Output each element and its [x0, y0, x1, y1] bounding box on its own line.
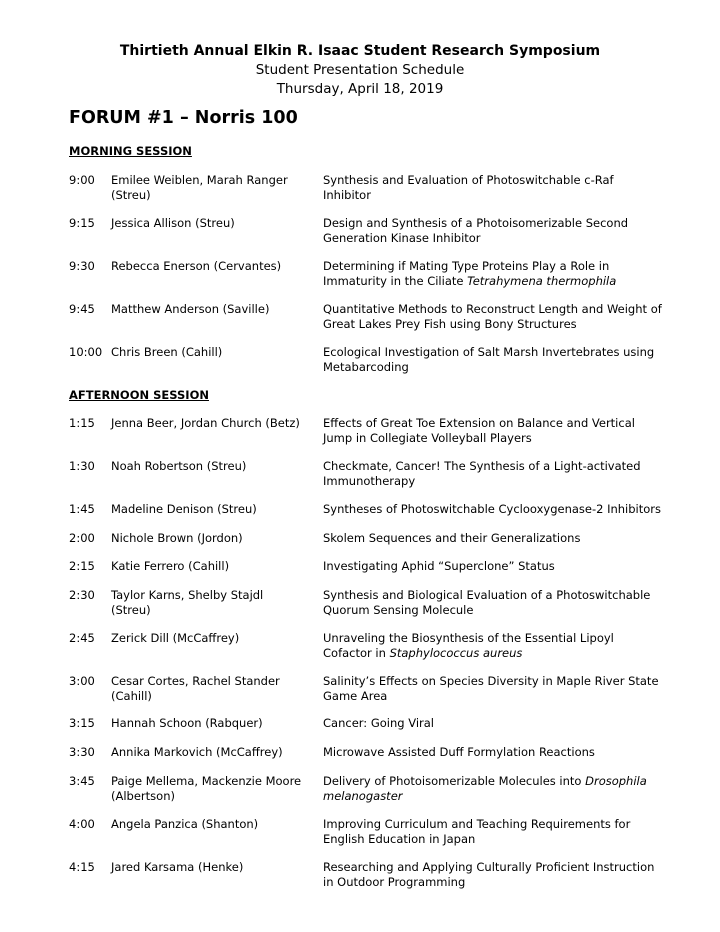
presenter-line: Taylor Karns, Shelby Stajdl	[111, 588, 264, 602]
presenter-line: Madeline Denison (Streu)	[111, 502, 257, 516]
title-text: Delivery of Photoisomerizable Molecules into	[323, 774, 586, 788]
title-line	[323, 173, 683, 188]
title-text: Immunotherapy	[323, 474, 416, 488]
symposium-title: Thirtieth Annual Elkin R. Isaac Student Research Symposium	[119, 43, 601, 59]
title-line	[323, 360, 683, 375]
entry-presenter	[111, 559, 311, 574]
title-text: Great Lakes Prey Fish using Bony Structures	[323, 317, 577, 331]
title-text: Researching and Applying Culturally Proficient Instruction	[323, 860, 655, 874]
entry-title	[323, 302, 683, 332]
title-line	[323, 345, 683, 360]
title-text: Unraveling the Biosynthesis of the Essential Lipoyl	[323, 631, 614, 645]
title-text: in Outdoor Programming	[323, 875, 466, 889]
entry-title	[323, 716, 683, 731]
title-text: Synthesis and Biological Evaluation of a Photoswitchable	[323, 588, 651, 602]
title-italic-text: Staphylococcus aureus	[389, 646, 523, 660]
entry-title	[323, 860, 683, 890]
title-line	[323, 860, 683, 875]
entry-title	[323, 817, 683, 847]
title-line	[323, 459, 683, 474]
presenter-line: (Cahill)	[111, 689, 152, 703]
forum-heading: FORUM #1 – Norris 100	[69, 108, 298, 128]
entry-title	[323, 559, 683, 574]
entry-presenter	[111, 745, 311, 760]
presenter-line: Hannah Schoon (Rabquer)	[111, 716, 263, 730]
presenter-line: Chris Breen (Cahill)	[111, 345, 223, 359]
title-line	[323, 689, 683, 704]
entry-presenter	[111, 716, 311, 731]
entry-title	[323, 216, 683, 246]
title-text: Quantitative Methods to Reconstruct Length and Weight of	[323, 302, 662, 316]
entry-time: 1:15	[69, 416, 95, 430]
presenter-line: Angela Panzica (Shanton)	[111, 817, 259, 831]
title-text: Quorum Sensing Molecule	[323, 603, 474, 617]
presenter-line: Jessica Allison (Streu)	[111, 216, 235, 230]
entry-title	[323, 345, 683, 375]
title-text: Generation Kinase Inhibitor	[323, 231, 481, 245]
title-text: Inhibitor	[323, 188, 371, 202]
title-text: Synthesis and Evaluation of Photoswitchable c-Raf	[323, 173, 614, 187]
title-line	[323, 216, 683, 231]
presenter-line: Zerick Dill (McCaffrey)	[111, 631, 240, 645]
title-line	[323, 646, 683, 661]
title-text: English Education in Japan	[323, 832, 476, 846]
document-header	[0, 42, 720, 99]
entry-title	[323, 631, 683, 661]
title-line	[323, 259, 683, 274]
title-text: Investigating Aphid “Superclone” Status	[323, 559, 555, 573]
entry-time: 10:00	[69, 345, 103, 359]
title-text: Jump in Collegiate Volleyball Players	[323, 431, 532, 445]
title-line	[323, 302, 683, 317]
entry-presenter	[111, 860, 311, 875]
entry-time: 2:00	[69, 531, 95, 545]
entry-time: 3:30	[69, 745, 95, 759]
entry-presenter	[111, 302, 311, 317]
entry-title	[323, 259, 683, 289]
entry-time: 1:45	[69, 502, 95, 516]
entry-title	[323, 774, 683, 804]
entry-presenter	[111, 817, 311, 832]
entry-title	[323, 416, 683, 446]
title-line	[323, 631, 683, 646]
title-line	[323, 789, 683, 804]
entry-presenter	[111, 416, 311, 431]
entry-title	[323, 674, 683, 704]
title-text: Microwave Assisted Duff Formylation Reactions	[323, 745, 595, 759]
presenter-line: Jenna Beer, Jordan Church (Betz)	[111, 416, 300, 430]
title-line	[323, 745, 683, 760]
title-text: Metabarcoding	[323, 360, 409, 374]
entry-presenter	[111, 588, 311, 618]
title-text: Improving Curriculum and Teaching Requirements for	[323, 817, 631, 831]
entry-time: 2:15	[69, 559, 95, 573]
entry-time: 9:45	[69, 302, 95, 316]
entry-time: 2:30	[69, 588, 95, 602]
entry-presenter	[111, 631, 311, 646]
title-text: Game Area	[323, 689, 388, 703]
schedule-subtitle: Student Presentation Schedule	[255, 62, 465, 78]
entry-title	[323, 459, 683, 489]
presenter-line: Rebecca Enerson (Cervantes)	[111, 259, 282, 273]
title-line	[323, 317, 683, 332]
title-text: Effects of Great Toe Extension on Balance and Vertical	[323, 416, 635, 430]
title-line	[323, 531, 683, 546]
morning-session-label: MORNING SESSION	[69, 144, 192, 158]
entry-time: 9:00	[69, 173, 95, 187]
title-line	[323, 875, 683, 890]
title-line	[323, 502, 683, 517]
entry-presenter	[111, 531, 311, 546]
presenter-line: Matthew Anderson (Saville)	[111, 302, 270, 316]
title-line	[323, 431, 683, 446]
entry-time: 3:15	[69, 716, 95, 730]
presenter-line: (Albertson)	[111, 789, 175, 803]
title-text: Determining if Mating Type Proteins Play a Role in	[323, 259, 610, 273]
presenter-line: Jared Karsama (Henke)	[111, 860, 244, 874]
entry-time: 3:45	[69, 774, 95, 788]
presenter-line: Emilee Weiblen, Marah Ranger	[111, 173, 288, 187]
entry-presenter	[111, 674, 311, 704]
title-line	[323, 832, 683, 847]
title-line	[323, 716, 683, 731]
entry-presenter	[111, 345, 311, 360]
entry-time: 2:45	[69, 631, 95, 645]
title-text: Immaturity in the Ciliate	[323, 274, 468, 288]
title-line	[323, 817, 683, 832]
entry-time: 9:15	[69, 216, 95, 230]
presenter-line: Katie Ferrero (Cahill)	[111, 559, 230, 573]
title-line	[323, 231, 683, 246]
title-text: Salinity’s Effects on Species Diversity in Maple River State	[323, 674, 659, 688]
afternoon-session-label: AFTERNOON SESSION	[69, 388, 209, 402]
title-italic-text: melanogaster	[323, 789, 403, 803]
entry-time: 4:00	[69, 817, 95, 831]
title-text: Syntheses of Photoswitchable Cyclooxygenase-2 Inhibitors	[323, 502, 662, 516]
title-line	[323, 603, 683, 618]
title-text: Checkmate, Cancer! The Synthesis of a Light-activated	[323, 459, 641, 473]
entry-title	[323, 745, 683, 760]
presenter-line: Paige Mellema, Mackenzie Moore	[111, 774, 302, 788]
title-line	[323, 474, 683, 489]
entry-title	[323, 588, 683, 618]
entry-title	[323, 173, 683, 203]
entry-time: 9:30	[69, 259, 95, 273]
schedule-date: Thursday, April 18, 2019	[276, 81, 444, 97]
presenter-line: Noah Robertson (Streu)	[111, 459, 247, 473]
presenter-line: Annika Markovich (McCaffrey)	[111, 745, 283, 759]
entry-presenter	[111, 173, 311, 203]
entry-presenter	[111, 216, 311, 231]
presenter-line: Nichole Brown (Jordon)	[111, 531, 243, 545]
title-text: Ecological Investigation of Salt Marsh Invertebrates using	[323, 345, 655, 359]
entry-presenter	[111, 459, 311, 474]
title-text: Cofactor in	[323, 646, 390, 660]
presenter-line: (Streu)	[111, 188, 151, 202]
title-italic-text: Tetrahymena thermophila	[467, 274, 617, 288]
entry-title	[323, 502, 683, 517]
entry-presenter	[111, 502, 311, 517]
title-text: Design and Synthesis of a Photoisomerizable Second	[323, 216, 629, 230]
title-line	[323, 188, 683, 203]
title-line	[323, 674, 683, 689]
entry-presenter	[111, 259, 311, 274]
entry-title	[323, 531, 683, 546]
title-text: Skolem Sequences and their Generalizations	[323, 531, 581, 545]
entry-time: 1:30	[69, 459, 95, 473]
title-line	[323, 416, 683, 431]
title-line	[323, 559, 683, 574]
title-line	[323, 274, 683, 289]
presenter-line: Cesar Cortes, Rachel Stander	[111, 674, 280, 688]
title-italic-text: Drosophila	[585, 774, 647, 788]
entry-presenter	[111, 774, 311, 804]
entry-time: 3:00	[69, 674, 95, 688]
entry-time: 4:15	[69, 860, 95, 874]
title-line	[323, 588, 683, 603]
title-line	[323, 774, 683, 789]
presenter-line: (Streu)	[111, 603, 151, 617]
title-text: Cancer: Going Viral	[323, 716, 434, 730]
